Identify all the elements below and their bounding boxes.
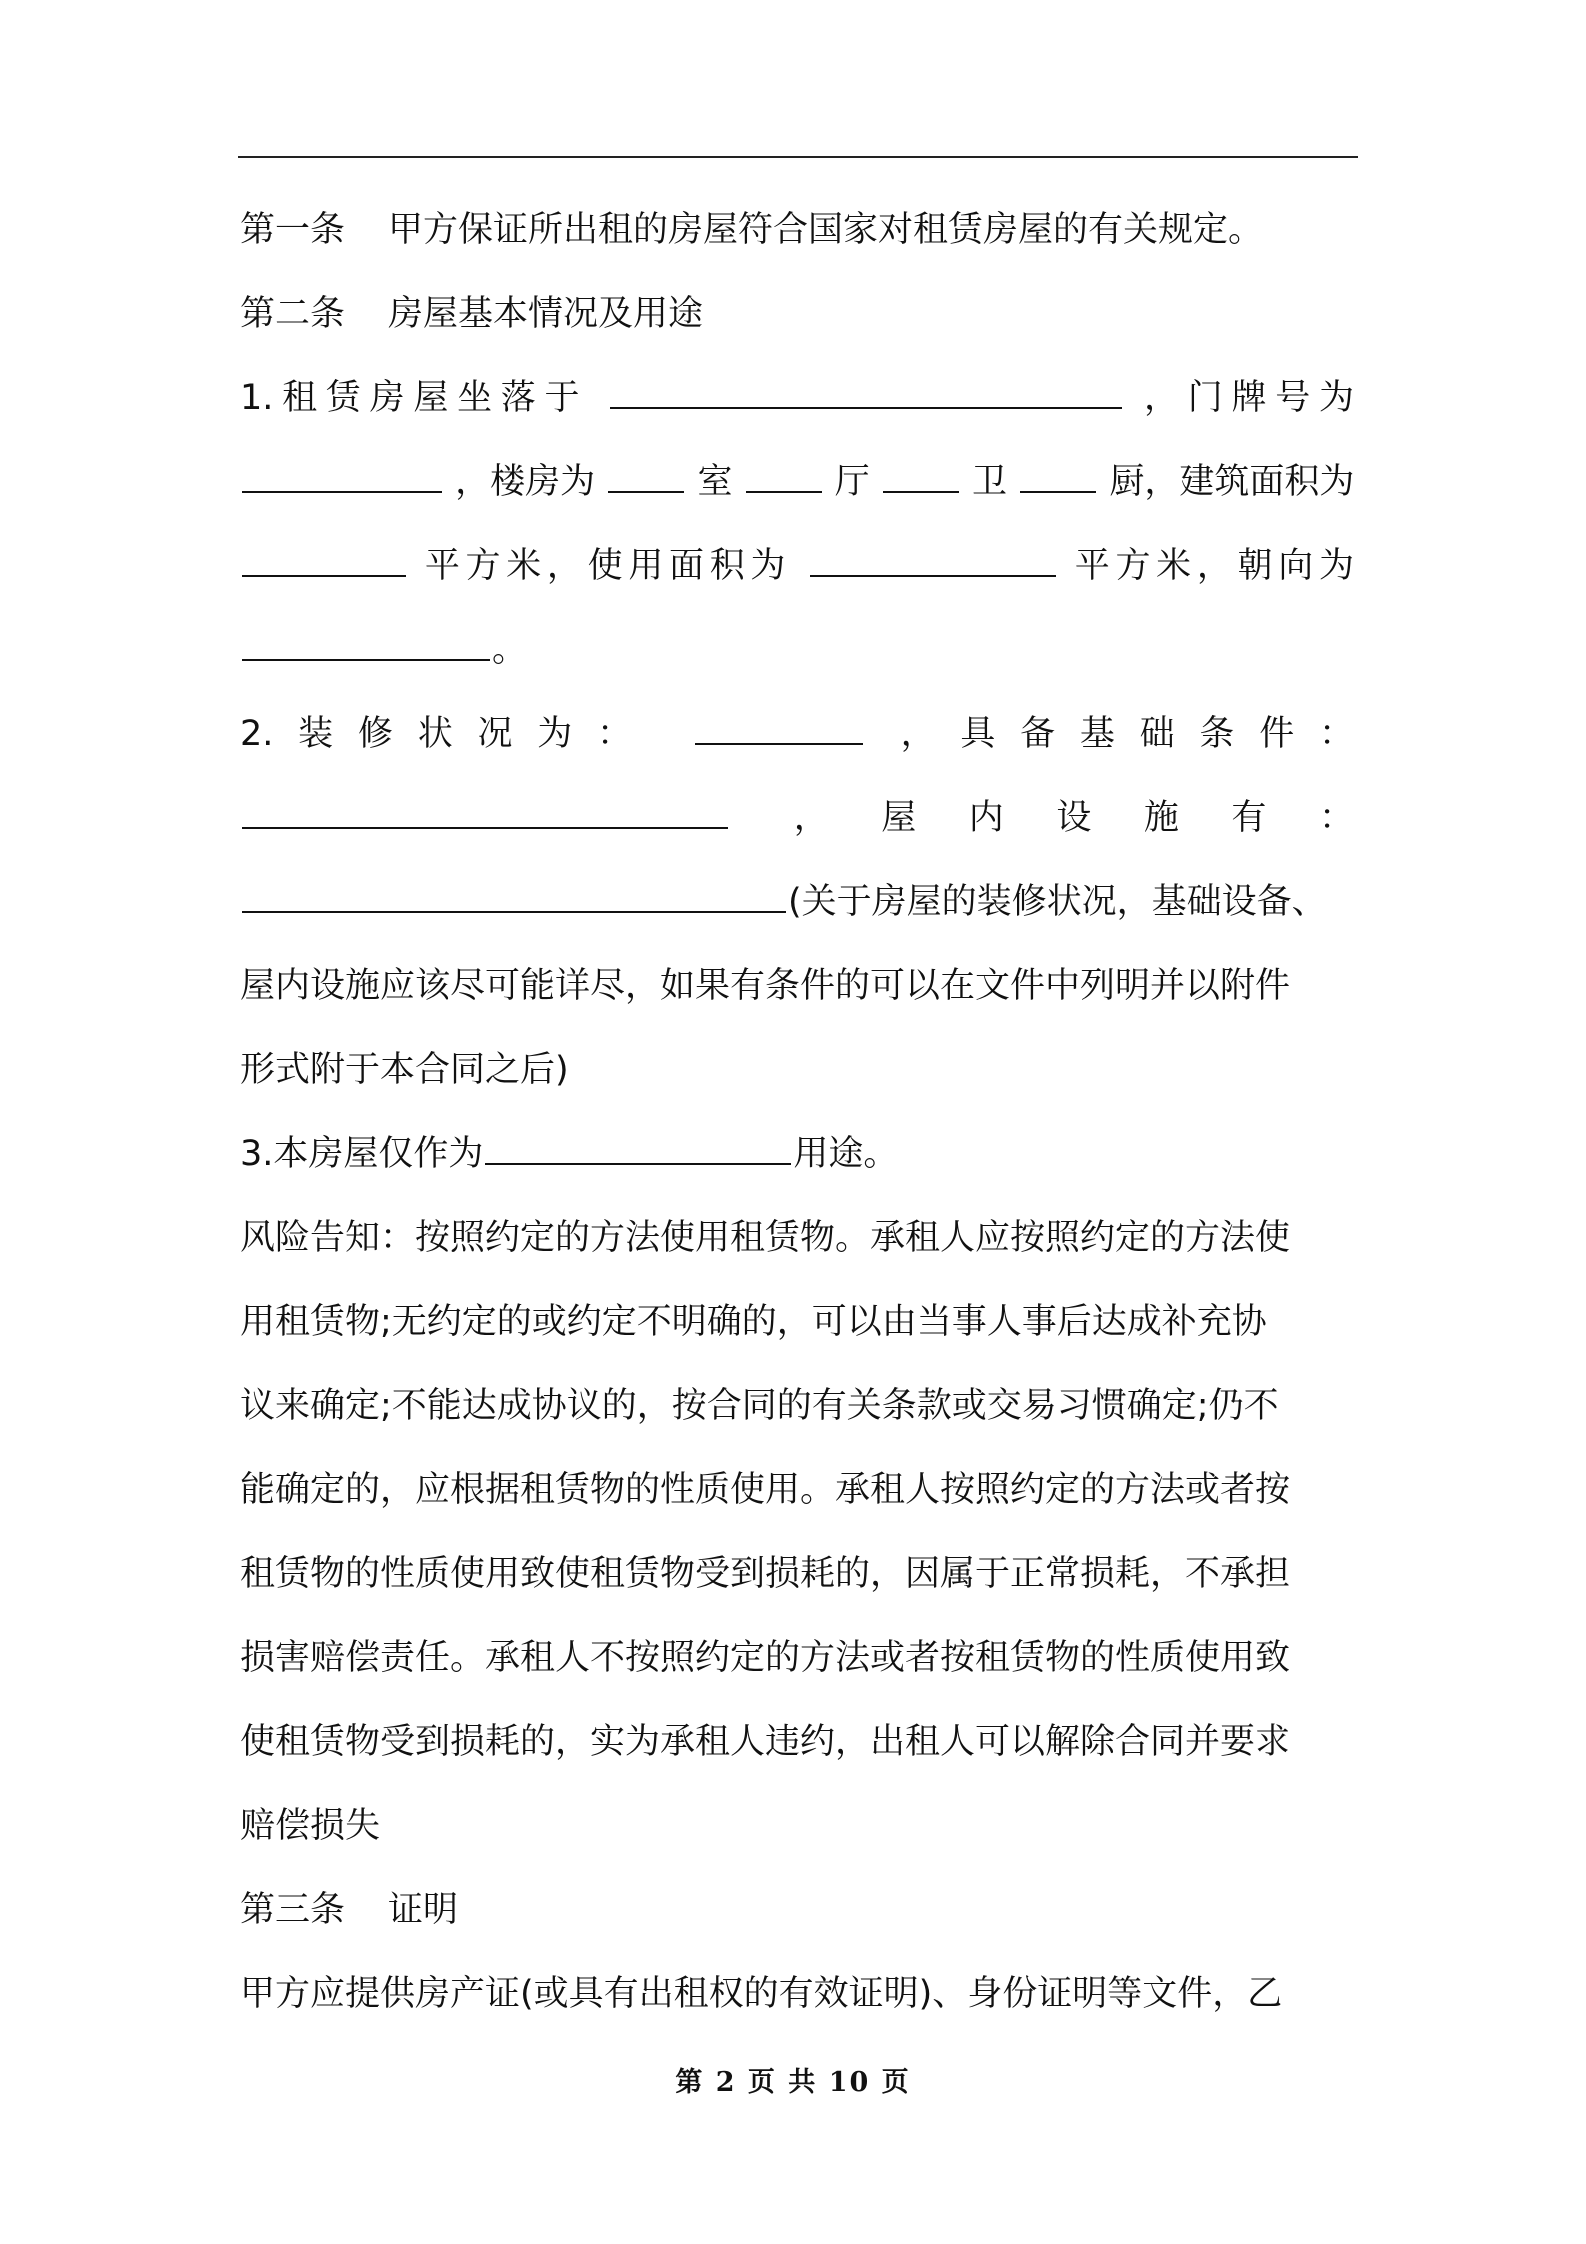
item-3 <box>240 1112 1354 1196</box>
risk-text-7: 赔偿损失 <box>240 1806 381 1846</box>
article-3-text <box>240 1952 1354 2036</box>
door-number-blank <box>242 491 442 493</box>
article-1-number: 第一条 <box>240 210 346 250</box>
orientation-blank <box>242 659 490 661</box>
risk-notice-line <box>240 1280 1354 1364</box>
risk-notice-line <box>240 1616 1354 1700</box>
purpose-label: 3.本房屋仅作为 <box>240 1134 484 1174</box>
article-3-number: 第三条 <box>240 1890 346 1930</box>
item-1-door-number-label: ，门牌号为 <box>1144 378 1354 418</box>
rooms-blank <box>608 491 684 493</box>
decoration-label: 2.装修状况为： <box>240 714 657 754</box>
page-number-footer: 第 2 页 共 10 页 <box>675 2067 911 2098</box>
item-1-line-4 <box>240 608 1354 692</box>
risk-text-1: 用租赁物;无约定的或约定不明确的，可以由当事人事后达成补充协 <box>240 1302 1267 1342</box>
item-2-line-2 <box>240 776 1354 860</box>
building-label: ，楼房为 <box>455 462 596 502</box>
document-body <box>240 188 1354 2036</box>
location-blank <box>610 407 1122 409</box>
risk-notice-line <box>240 1364 1354 1448</box>
article-3-heading <box>240 1868 1354 1952</box>
usable-area-blank <box>810 575 1056 577</box>
item-1-period: 。 <box>492 630 528 670</box>
article-3-body: 甲方应提供房产证(或具有出租权的有效证明)、身份证明等文件，乙 <box>240 1974 1283 2014</box>
purpose-suffix: 用途。 <box>793 1134 899 1174</box>
facilities-blank <box>242 911 786 913</box>
risk-text-5: 损害赔偿责任。承租人不按照约定的方法或者按租赁物的性质使用致 <box>240 1638 1291 1678</box>
rooms-label: 室 <box>697 462 733 502</box>
article-2-number: 第二条 <box>240 294 346 334</box>
article-2-heading <box>240 272 1354 356</box>
article-2-title: 房屋基本情况及用途 <box>388 294 704 334</box>
article-1 <box>240 188 1354 272</box>
article-1-text: 甲方保证所出租的房屋符合国家对租赁房屋的有关规定。 <box>388 210 1264 250</box>
decoration-note-1: (关于房屋的装修状况，基础设备、 <box>788 882 1327 922</box>
kitchens-blank <box>1020 491 1096 493</box>
item-1-line-3 <box>240 524 1354 608</box>
decoration-note-2: 屋内设施应该尽可能详尽，如果有条件的可以在文件中列明并以附件 <box>240 966 1291 1006</box>
halls-label: 厅 <box>834 462 870 502</box>
risk-notice-line <box>240 1448 1354 1532</box>
item-2-line-1 <box>240 692 1354 776</box>
orientation-label: 平方米，朝向为 <box>1074 546 1354 586</box>
item-1-line-1 <box>240 356 1354 440</box>
risk-notice-line <box>240 1700 1354 1784</box>
item-2-line-3 <box>240 860 1354 944</box>
risk-text-0: 风险告知：按照约定的方法使用租赁物。承租人应按照约定的方法使 <box>240 1218 1291 1258</box>
item-2-line-5 <box>240 1028 1354 1112</box>
risk-notice-line <box>240 1532 1354 1616</box>
baths-label: 卫 <box>972 462 1008 502</box>
header-rule <box>238 156 1358 158</box>
floor-area-blank <box>242 575 406 577</box>
basic-conditions-blank <box>242 827 728 829</box>
risk-text-6: 使租赁物受到损耗的，实为承租人违约，出租人可以解除合同并要求 <box>240 1722 1291 1762</box>
purpose-blank <box>485 1163 791 1165</box>
facilities-label: ，屋内设施有： <box>793 798 1354 838</box>
risk-text-2: 议来确定;不能达成协议的，按合同的有关条款或交易习惯确定;仍不 <box>240 1386 1279 1426</box>
baths-blank <box>883 491 959 493</box>
halls-blank <box>746 491 822 493</box>
risk-notice-line <box>240 1196 1354 1280</box>
decoration-blank <box>695 743 863 745</box>
risk-text-4: 租赁物的性质使用致使租赁物受到损耗的，因属于正常损耗，不承担 <box>240 1554 1291 1594</box>
basic-conditions-label: ，具备基础条件： <box>900 714 1354 754</box>
usable-area-label: 平方米，使用面积为 <box>424 546 792 586</box>
item-1-line-2 <box>240 440 1354 524</box>
decoration-note-3: 形式附于本合同之后) <box>240 1050 569 1090</box>
item-2-line-4 <box>240 944 1354 1028</box>
risk-text-3: 能确定的，应根据租赁物的性质使用。承租人按照约定的方法或者按 <box>240 1470 1291 1510</box>
risk-notice-line <box>240 1784 1354 1868</box>
item-1-location-label: 1.租赁房屋坐落于 <box>240 378 589 418</box>
article-3-title: 证明 <box>388 1890 459 1930</box>
floor-area-label: 厨，建筑面积为 <box>1109 462 1355 502</box>
